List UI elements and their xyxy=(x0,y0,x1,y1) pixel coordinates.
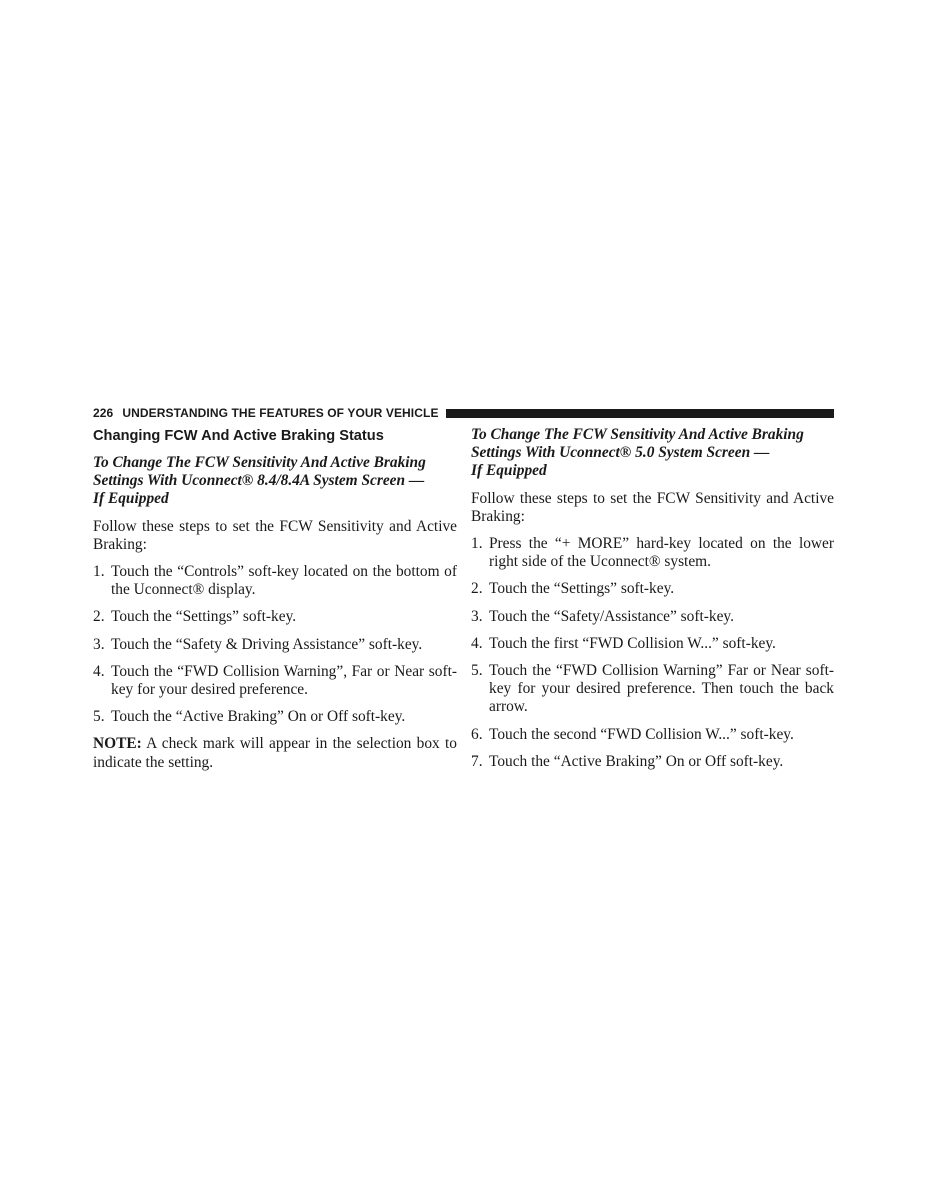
running-head: UNDERSTANDING THE FEATURES OF YOUR VEHICLE xyxy=(122,406,439,420)
subhead-line: To Change The FCW Sensitivity And Active Braking xyxy=(93,454,426,471)
subhead-line: To Change The FCW Sensitivity And Active Braking xyxy=(471,426,804,443)
subhead-line: If Equipped xyxy=(471,462,547,480)
page-number: 226 xyxy=(93,406,114,420)
subhead-line: Settings With Uconnect® 5.0 System Screen — xyxy=(471,444,770,462)
header-rule xyxy=(446,409,834,418)
list-item xyxy=(93,608,457,626)
step-number: 1. xyxy=(93,563,105,581)
step-text: Touch the “Safety/Assistance” soft-key. xyxy=(489,607,734,625)
step-text: Touch the “Settings” soft-key. xyxy=(111,608,297,626)
list-item xyxy=(471,635,834,653)
step-text: Touch the “Active Braking” On or Off soft-key. xyxy=(489,752,784,770)
list-item xyxy=(93,563,457,599)
step-number: 7. xyxy=(471,752,483,770)
list-item xyxy=(93,708,457,726)
list-item xyxy=(93,663,457,699)
step-text: Touch the “Safety & Driving Assistance” soft-key. xyxy=(111,635,423,653)
list-item xyxy=(471,535,834,571)
steps-list xyxy=(93,563,457,726)
step-text: Touch the “FWD Collision Warning” Far or Near soft-key for your desired preference. Then touch the back arrow. xyxy=(489,662,834,716)
step-text: Touch the “FWD Collision Warning”, Far or Near soft-key for your desired preference. xyxy=(111,662,457,699)
note-label: NOTE: xyxy=(93,735,142,753)
step-number: 2. xyxy=(471,580,483,598)
list-item xyxy=(471,753,834,771)
note-paragraph xyxy=(93,735,457,771)
step-text: Touch the second “FWD Collision W...” soft-key. xyxy=(489,725,794,743)
step-number: 4. xyxy=(93,662,105,680)
subhead-uconnect-50 xyxy=(471,426,834,481)
step-text: Touch the “Active Braking” On or Off soft-key. xyxy=(111,708,406,726)
subhead-line: Settings With Uconnect® 8.4/8.4A System Screen — xyxy=(93,472,425,490)
step-number: 3. xyxy=(471,607,483,625)
list-item xyxy=(471,608,834,626)
list-item xyxy=(471,726,834,744)
right-column xyxy=(471,426,834,780)
step-number: 5. xyxy=(93,708,105,726)
steps-list xyxy=(471,535,834,771)
step-number: 4. xyxy=(471,634,483,652)
step-text: Touch the “Settings” soft-key. xyxy=(489,580,675,598)
intro-paragraph: Follow these steps to set the FCW Sensitivity and Active Braking: xyxy=(93,517,457,553)
subhead-uconnect-84 xyxy=(93,454,457,509)
intro-paragraph: Follow these steps to set the FCW Sensitivity and Active Braking: xyxy=(471,489,834,525)
page-header xyxy=(93,405,834,421)
step-number: 6. xyxy=(471,725,483,743)
step-number: 1. xyxy=(471,535,483,553)
section-title: Changing FCW And Active Braking Status xyxy=(93,428,384,444)
step-number: 5. xyxy=(471,662,483,680)
subhead-line: If Equipped xyxy=(93,490,169,508)
step-number: 2. xyxy=(93,608,105,626)
step-text: Touch the first “FWD Collision W...” soft-key. xyxy=(489,634,776,652)
step-text: Press the “+ MORE” hard-key located on the lower right side of the Uconnect® system. xyxy=(489,535,834,571)
list-item xyxy=(471,662,834,717)
list-item xyxy=(471,580,834,598)
list-item xyxy=(93,636,457,654)
step-text: Touch the “Controls” soft-key located on the bottom of the Uconnect® display. xyxy=(111,563,457,599)
left-column xyxy=(93,426,457,781)
note-text: A check mark will appear in the selection box to indicate the setting. xyxy=(93,735,457,771)
step-number: 3. xyxy=(93,635,105,653)
